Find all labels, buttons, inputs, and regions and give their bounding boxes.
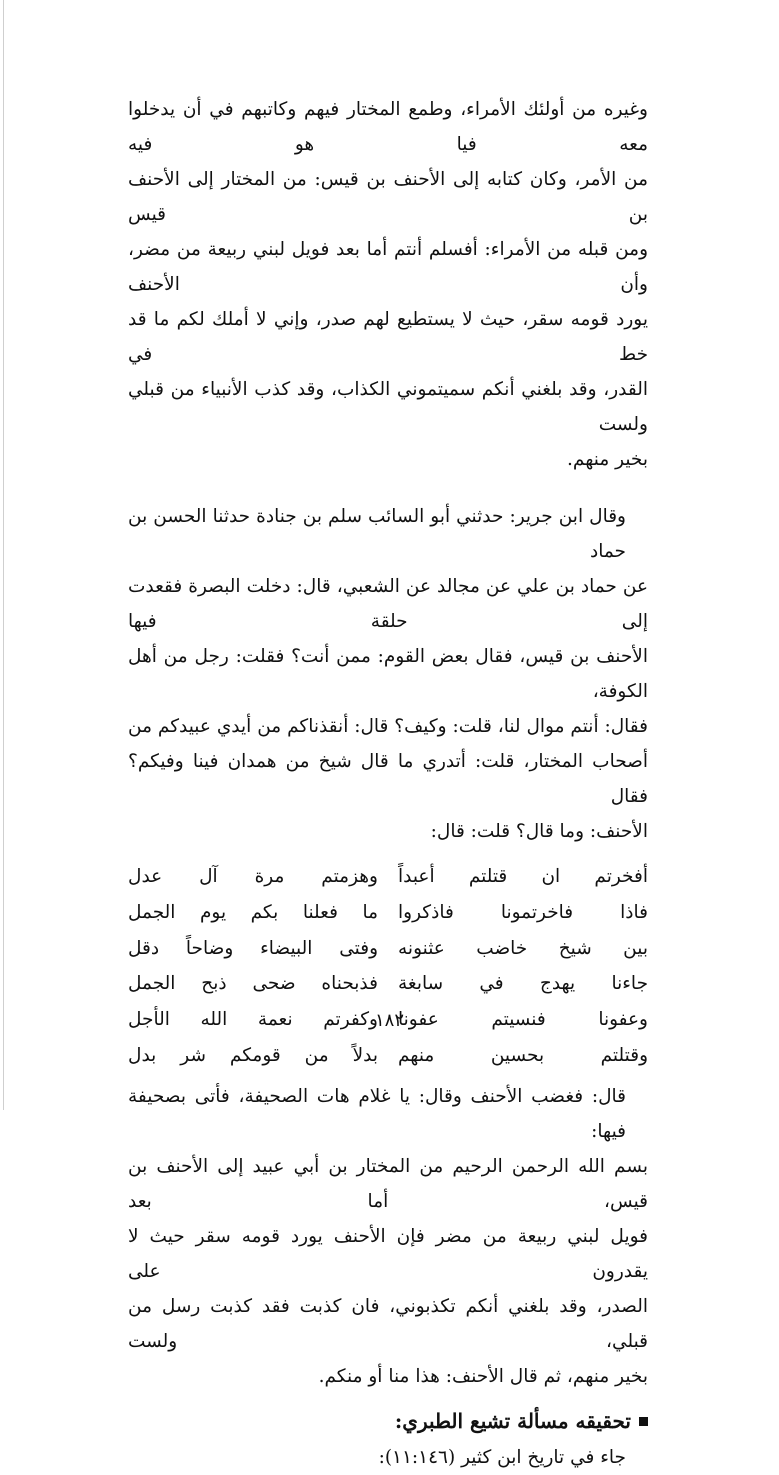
text-line: الأحنف: وما قال؟ قلت: قال: [430,821,648,842]
poem-verse [128,895,648,931]
text-line: فويل لبني ربيعة من مضر فإن الأحنف يورد قومه سقر حيث لا يقدرون على [128,1226,648,1283]
scan-edge-line [3,0,4,1110]
text-line: وغيره من أولئك الأمراء، وطمع المختار فيهم وكاتبهم في أن يدخلوا معه فيا هو فيه [128,99,648,155]
poem-verse [128,966,648,1002]
verse-second-hemistich: وهزمتم مرة آل عدل [128,866,378,888]
text-line: يورد قومه سقر، حيث لا يستطيع لهم صدر، وإني لا أملك لكم ما قد خط في [128,309,648,365]
text-line: بسم الله الرحمن الرحيم من المختار بن أبي عبيد إلى الأحنف بن قيس، أما بعد [128,1156,648,1213]
verse-first-hemistich: فاذا فاخرتمونا فاذكروا [398,902,648,924]
text-line: بخير منهم. [567,449,648,470]
text-line: فقال: أنتم موال لنا، قلت: وكيف؟ قال: أنقذناكم من أيدي عبيدكم من [128,716,648,737]
text-line: من الأمر، وكان كتابه إلى الأحنف بن قيس: من المختار إلى الأحنف بن قيس [128,169,648,225]
page-number: ١٨٢ [374,1010,404,1031]
text-line: الصدر، وقد بلغني أنكم تكذبوني، فان كذبت فقد كذبت رسل من قبلي، ولست [128,1296,648,1353]
verse-second-hemistich: ما فعلنا بكم يوم الجمل [128,902,378,924]
verse-second-hemistich: فذبحناه ضحى ذبح الجمل [128,973,378,995]
text-line: ومن قبله من الأمراء: أفسلم أنتم أما بعد فويل لبني ربيعة من مضر، وأن الأحنف [128,239,648,295]
text-line: عن حماد بن علي عن مجالد عن الشعبي، قال: دخلت البصرة فقعدت إلى حلقة فيها [128,576,648,632]
verse-first-hemistich: وعفونا فنسيتم عفونا [398,1009,648,1031]
verse-second-hemistich: وكفرتم نعمة الله الأجل [128,1009,378,1031]
paragraph-2 [128,499,648,849]
section-heading [128,1402,648,1440]
source-paragraph [128,1440,648,1475]
page-body [128,92,648,1475]
paragraph-3 [128,1079,648,1394]
text-line: وقال ابن جرير: حدثني أبو السائب سلم بن جنادة حدثنا الحسن بن حماد [128,506,626,562]
text-line: قال: فغضب الأحنف وقال: يا غلام هات الصحيفة، فأتى بصحيفة فيها: [128,1086,626,1143]
poem-verse [128,859,648,895]
poem-verse [128,1037,648,1073]
square-bullet-icon [639,1417,648,1426]
verse-second-hemistich: بدلاً من قومكم شر بدل [128,1044,378,1066]
verse-first-hemistich: بين شيخ خاضب عثنونه [398,937,648,959]
section-heading-text: تحقيقه مسألة تشيع الطبري: [394,1409,631,1434]
text-line: بخير منهم، ثم قال الأحنف: هذا منا أو منكم. [318,1366,648,1388]
paragraph-1 [128,92,648,477]
text-line: أصحاب المختار، قلت: أتدري ما قال شيخ من همدان فينا وفيكم؟ فقال [128,751,648,807]
verse-first-hemistich: وقتلتم بحسين منهم [398,1044,648,1066]
poem [128,859,648,1073]
poem-verse [128,930,648,966]
verse-first-hemistich: أفخرتم ان قتلتم أعبداً [398,866,648,888]
verse-first-hemistich: جاءنا يهدج في سابغة [398,973,648,995]
text-line: القدر، وقد بلغني أنكم سميتموني الكذاب، وقد كذب الأنبياء من قبلي ولست [128,379,648,435]
source-line: جاء في تاريخ ابن كثير (١١:١٤٦): [378,1447,626,1469]
verse-second-hemistich: وفتى البيضاء وضاحاً دقل [128,937,378,959]
text-line: الأحنف بن قيس، فقال بعض القوم: ممن أنت؟ فقلت: رجل من أهل الكوفة، [128,646,648,702]
